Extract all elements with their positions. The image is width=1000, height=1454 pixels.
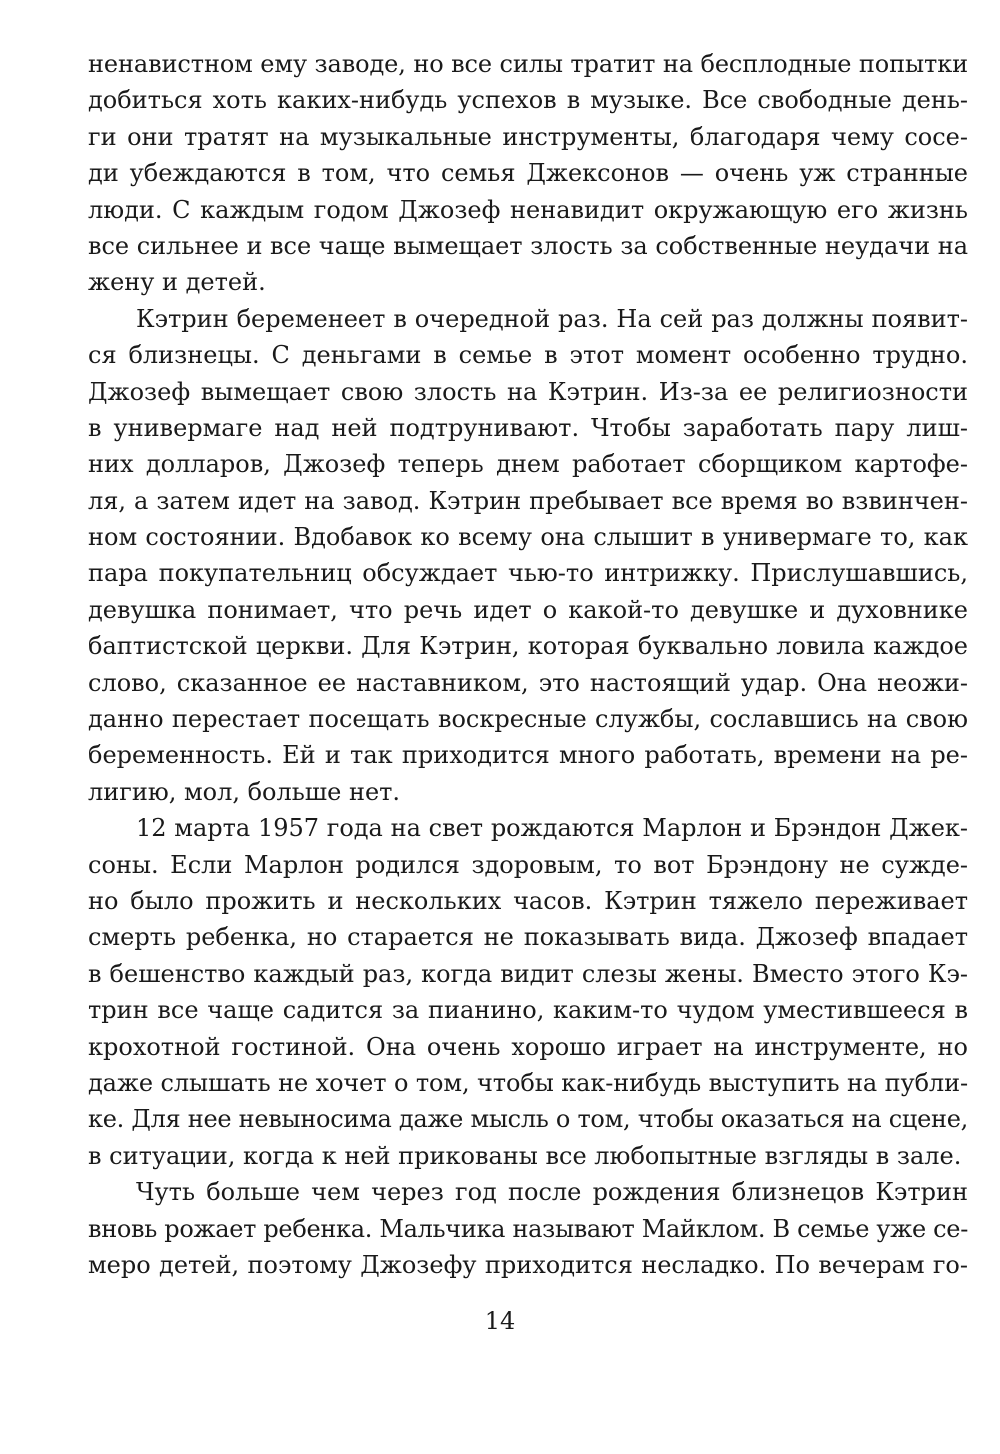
- text-line: ке. Для нее невыносима даже мысль о том, чтобы оказаться на сцене,: [88, 1105, 968, 1134]
- text-line: ди убеждаются в том, что семья Джексонов — очень уж странные: [88, 159, 968, 188]
- text-line: Джозеф вымещает свою злость на Кэтрин. Из-за ее религиозности: [88, 377, 968, 406]
- text-line: меро детей, поэтому Джозефу приходится несладко. По вечерам го-: [88, 1250, 968, 1279]
- text-line: лигию, мол, больше нет.: [88, 777, 401, 806]
- text-line: в универмаге над ней подтрунивают. Чтобы заработать пару лиш-: [88, 413, 968, 442]
- text-line: ном состоянии. Вдобавок ко всему она слышит в универмаге то, как: [88, 523, 968, 552]
- text-line: все сильнее и все чаще вымещает злость за собственные неудачи на: [88, 231, 968, 260]
- text-line: ля, а затем идет на завод. Кэтрин пребывает все время во взвинчен-: [88, 486, 968, 515]
- paragraph: [88, 46, 968, 301]
- body-text: [88, 46, 968, 1283]
- text-line: добиться хоть каких-нибудь успехов в музыке. Все свободные день-: [88, 86, 968, 115]
- text-line: крохотной гостиной. Она очень хорошо играет на инструменте, но: [88, 1032, 968, 1061]
- text-line: ги они тратят на музыкальные инструменты, благодаря чему сосе-: [88, 122, 968, 151]
- paragraph: [88, 301, 968, 810]
- text-line: но было прожить и нескольких часов. Кэтрин тяжело переживает: [88, 886, 968, 915]
- paragraph: [88, 1174, 968, 1283]
- text-line: них долларов, Джозеф теперь днем работает сборщиком картофе-: [88, 450, 968, 479]
- text-line: девушка понимает, что речь идет о какой-то девушке и духовнике: [88, 595, 968, 624]
- text-line: жену и детей.: [88, 268, 266, 297]
- text-line: смерть ребенка, но старается не показывать вида. Джозеф впадает: [88, 923, 968, 952]
- page-number: 14: [484, 1307, 516, 1335]
- text-line: ненавистном ему заводе, но все силы тратит на бесплодные попытки: [88, 50, 968, 78]
- text-line: в бешенство каждый раз, когда видит слезы жены. Вместо этого Кэ-: [88, 959, 968, 988]
- text-line: беременность. Ей и так приходится много работать, времени на ре-: [88, 741, 968, 770]
- text-line: ся близнецы. С деньгами в семье в этот момент особенно трудно.: [88, 341, 968, 370]
- text-line: пара покупательниц обсуждает чью-то интрижку. Прислушавшись,: [88, 559, 968, 588]
- text-line: даже слышать не хочет о том, чтобы как-нибудь выступить на публи-: [88, 1068, 968, 1097]
- text-line: вновь рожает ребенка. Мальчика называют Майклом. В семье уже се-: [88, 1214, 968, 1243]
- text-line: люди. С каждым годом Джозеф ненавидит окружающую его жизнь: [88, 195, 968, 224]
- text-line: Кэтрин беременеет в очередной раз. На сей раз должны появит-: [136, 304, 968, 333]
- text-line: баптистской церкви. Для Кэтрин, которая буквально ловила каждое: [88, 632, 968, 661]
- text-line: слово, сказанное ее наставником, это настоящий удар. Она неожи-: [88, 668, 968, 697]
- text-line: соны. Если Марлон родился здоровым, то вот Брэндону не сужде-: [88, 850, 968, 879]
- text-line: данно перестает посещать воскресные службы, сославшись на свою: [88, 705, 968, 734]
- text-line: в ситуации, когда к ней прикованы все любопытные взгляды в зале.: [88, 1141, 962, 1170]
- text-line: трин все чаще садится за пианино, каким-то чудом уместившееся в: [88, 996, 968, 1025]
- text-line: 12 марта 1957 года на свет рождаются Марлон и Брэндон Джек-: [136, 814, 968, 843]
- paragraph: [88, 810, 968, 1174]
- text-line: Чуть больше чем через год после рождения близнецов Кэтрин: [136, 1178, 968, 1207]
